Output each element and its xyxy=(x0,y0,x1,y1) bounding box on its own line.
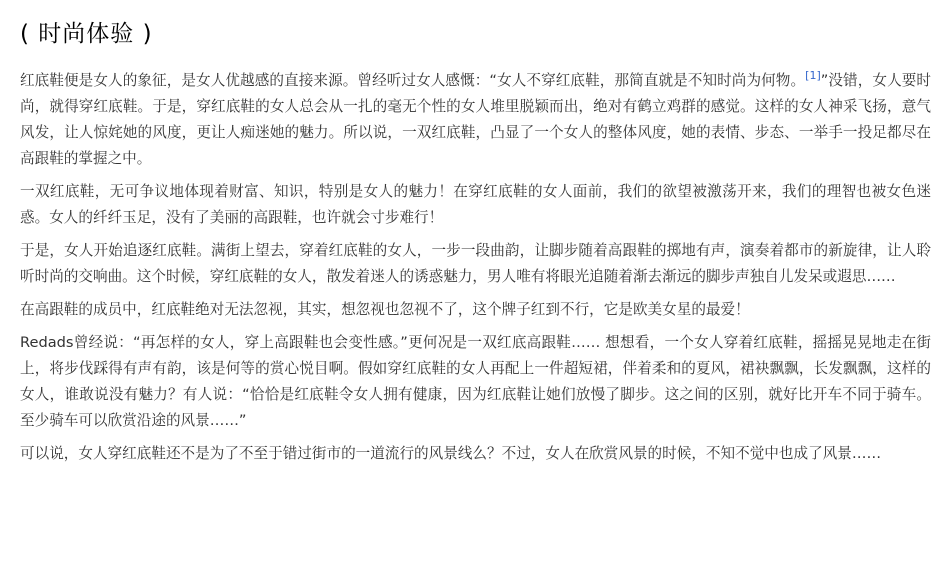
paragraph-2: 一双红底鞋，无可争议地体现着财富、知识，特别是女人的魅力！在穿红底鞋的女人面前，我们的欲望被激荡开来，我们的理智也被女色迷惑。女人的纤纤玉足，没有了美丽的高跟鞋，也许就会寸步难行！ xyxy=(20,183,931,226)
paragraph-6: 可以说，女人穿红底鞋还不是为了不至于错过街市的一道流行的风景线么？不过，女人在欣赏风景的时候，不知不觉中也成了风景…… xyxy=(20,445,882,462)
section-title: ( 时尚体验 ) xyxy=(20,21,153,47)
paragraph-4: 在高跟鞋的成员中，红底鞋绝对无法忽视，其实，想忽视也忽视不了，这个牌子红到不行，它是欧美女星的最爱！ xyxy=(20,301,750,318)
paragraph-3: 于是，女人开始追逐红底鞋。满街上望去，穿着红底鞋的女人，一步一段曲韵，让脚步随着高跟鞋的掷地有声，演奏着都市的新旋律，让人聆听时尚的交响曲。这个时候，穿红底鞋的女人，散发着迷人的诱惑魅力，男人唯有将眼光追随着渐去渐远的脚步声独自儿发呆或遐思…… xyxy=(20,242,931,285)
citation-link[interactable]: [1] xyxy=(805,69,821,83)
paragraph-1 xyxy=(20,68,931,172)
paragraph-5: Redads曾经说：“再怎样的女人，穿上高跟鞋也会变性感。”更何况是一双红底高跟鞋…… 想想看，一个女人穿着红底鞋，摇摇晃晃地走在街上，将步伐踩得有声有韵，该是何等的赏心悦目啊。假如穿红底鞋的女人再配上一件超短裙，伴着柔和的夏风，裙袂飘飘，长发飘飘，这样的女人，谁敢说没有魅力？有人说：“恰恰是红底鞋令女人拥有健康，因为红底鞋让她们放慢了脚步。这之间的区别，就好比开车不同于骑车。至少骑车可以欣赏沿途的风景……” xyxy=(20,334,931,429)
paragraph-1-text-end: ”没错，女人要时尚，就得穿红底鞋。于是，穿红底鞋的女人总会从一扎的毫无个性的女人堆里脱颖而出，绝对有鹤立鸡群的感觉。这样的女人神采飞扬，意气风发，让人惊姹她的风度，更让人痴迷她的魅力。所以说，一双红底鞋，凸显了一个女人的整体风度，她的表情、步态、一举手一投足都尽在高跟鞋的掌握之中。 xyxy=(20,72,932,167)
paragraph-1-text-start: 红底鞋便是女人的象征，是女人优越感的直接来源。曾经听过女人感慨：“女人不穿红底鞋，那简直就是不知时尚为何物。 xyxy=(20,72,806,89)
